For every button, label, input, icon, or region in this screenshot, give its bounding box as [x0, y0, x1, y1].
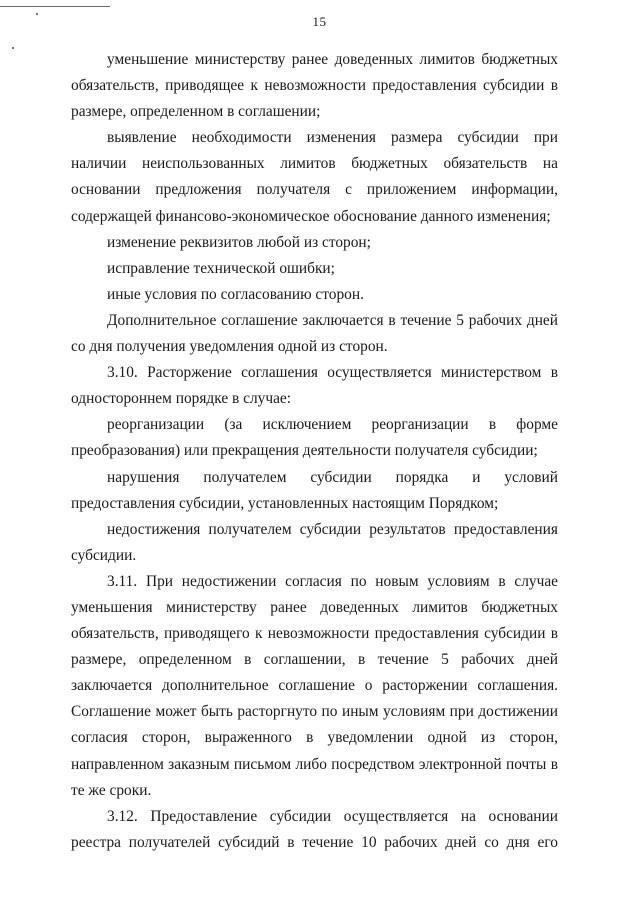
paragraph: 3.11. При недостижении согласия по новым условиям в случае уменьшения министерству ранее доведенных лимитов бюджетных обязательств, приводящего к невозможности предоставления субсидии в размере, определенном в соглашении, в течение 5 рабочих дней заключается дополнительное соглашение о расторжении соглашения. Соглашение может быть расторгнуто по иным условиям при достижении согласия сторон, выраженного в уведомлении одной из сторон, направленном заказным письмом либо посредством электронной почты в те же сроки. — [71, 572, 558, 799]
paragraph: 3.12. Предоставление субсидии осуществляется на основании реестра получателей субсидий в течение 10 рабочих дней со дня его — [71, 807, 558, 851]
paragraph: уменьшение министерству ранее доведенных лимитов бюджетных обязательств, приводящее к невозможности предоставления субсидии в размере, определенном в соглашении; — [71, 51, 558, 121]
paragraph: исправление технической ошибки; — [107, 259, 335, 277]
paragraph: выявление необходимости изменения размера субсидии при наличии неиспользованных лимитов бюджетных обязательств на основании предложения получателя с приложением информации, содержащей финансово-экономическое обоснование данного изменения; — [71, 129, 558, 225]
paragraph: Дополнительное соглашение заключается в течение 5 рабочих дней со дня получения уведомления одной из сторон. — [71, 311, 558, 356]
paragraph: иные условия по согласованию сторон. — [107, 285, 364, 303]
page-number: 15 — [312, 14, 327, 29]
scan-edge-line — [0, 6, 110, 7]
document-body — [71, 47, 558, 856]
paragraph: реорганизации (за исключением реорганизации в форме преобразования) или прекращения деятельности получателя субсидии; — [71, 416, 558, 460]
paragraph: 3.10. Расторжение соглашения осуществляется министерством в одностороннем порядке в случае: — [71, 364, 558, 408]
paragraph: изменение реквизитов любой из сторон; — [107, 233, 371, 251]
paragraph: недостижения получателем субсидии результатов предоставления субсидии. — [71, 520, 558, 564]
scan-speck — [12, 47, 14, 49]
paragraph: нарушения получателем субсидии порядка и условий предоставления субсидии, установленных настоящим Порядком; — [71, 468, 558, 512]
